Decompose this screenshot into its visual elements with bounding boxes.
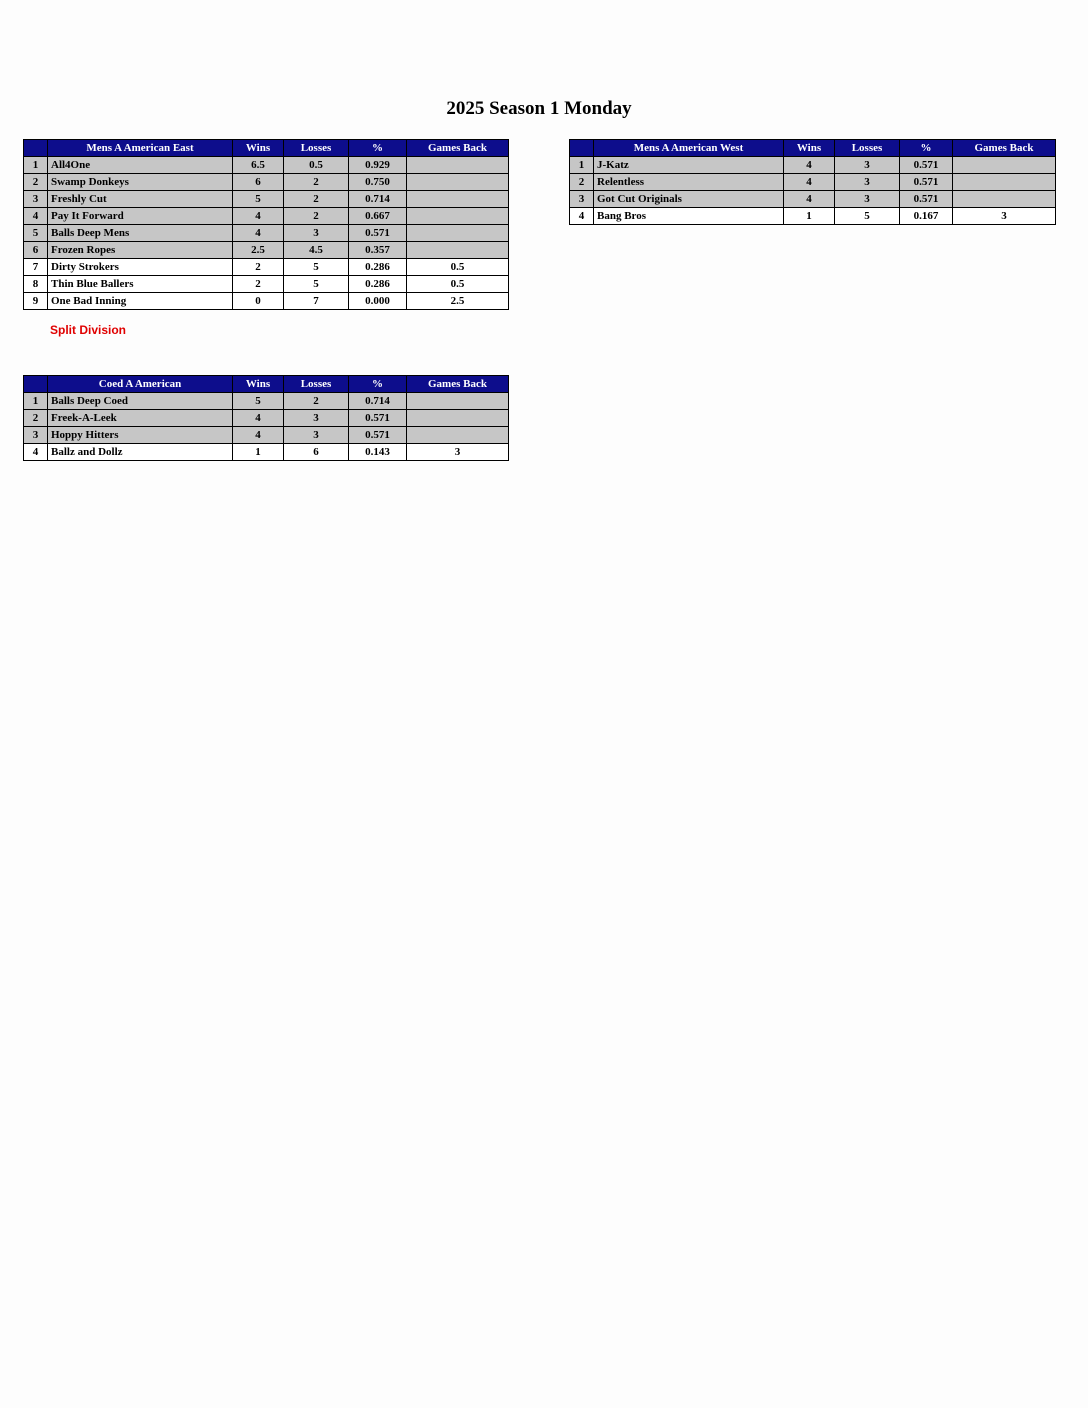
rank-header	[24, 140, 48, 157]
table-row	[570, 191, 1056, 208]
games-back-cell	[407, 208, 509, 225]
losses-cell: 4.5	[284, 242, 349, 259]
table-row	[24, 242, 509, 259]
losses-cell: 5	[284, 259, 349, 276]
losses-cell: 0.5	[284, 157, 349, 174]
table-row	[24, 174, 509, 191]
wins-cell: 4	[233, 410, 284, 427]
division-name: Coed A American	[48, 376, 233, 393]
pct-cell: 0.143	[349, 444, 407, 461]
losses-cell: 3	[284, 225, 349, 242]
games-back-cell: 3	[953, 208, 1056, 225]
table-row	[570, 208, 1056, 225]
games-back-cell	[407, 410, 509, 427]
wins-cell: 0	[233, 293, 284, 310]
rank-cell: 2	[24, 174, 48, 191]
wins-cell: 4	[784, 174, 835, 191]
table-row	[24, 293, 509, 310]
pct-cell: 0.571	[349, 410, 407, 427]
losses-cell: 3	[284, 427, 349, 444]
pct-cell: 0.714	[349, 393, 407, 410]
losses-cell: 2	[284, 191, 349, 208]
losses-header: Losses	[284, 376, 349, 393]
wins-cell: 4	[233, 208, 284, 225]
pct-cell: 0.571	[900, 174, 953, 191]
games-back-cell	[407, 393, 509, 410]
rank-cell: 4	[570, 208, 594, 225]
wins-header: Wins	[784, 140, 835, 157]
team-name-cell: All4One	[48, 157, 233, 174]
rank-cell: 9	[24, 293, 48, 310]
rank-cell: 3	[570, 191, 594, 208]
losses-cell: 2	[284, 393, 349, 410]
wins-cell: 5	[233, 191, 284, 208]
pct-cell: 0.571	[900, 191, 953, 208]
losses-cell: 3	[835, 191, 900, 208]
pct-cell: 0.571	[349, 427, 407, 444]
team-name-cell: Thin Blue Ballers	[48, 276, 233, 293]
team-name-cell: Freshly Cut	[48, 191, 233, 208]
rank-cell: 4	[24, 444, 48, 461]
table-row	[24, 157, 509, 174]
wins-cell: 6.5	[233, 157, 284, 174]
rank-cell: 2	[570, 174, 594, 191]
table-row	[24, 259, 509, 276]
team-name-cell: Swamp Donkeys	[48, 174, 233, 191]
losses-header: Losses	[284, 140, 349, 157]
games-back-cell	[953, 174, 1056, 191]
games-back-cell	[407, 225, 509, 242]
table-row	[24, 191, 509, 208]
standings-table-coed-a-american	[23, 375, 509, 461]
rank-cell: 8	[24, 276, 48, 293]
games-back-cell: 0.5	[407, 259, 509, 276]
pct-header: %	[900, 140, 953, 157]
losses-cell: 7	[284, 293, 349, 310]
rank-header	[570, 140, 594, 157]
page-title: 2025 Season 1 Monday	[446, 98, 632, 119]
team-name-cell: Hoppy Hitters	[48, 427, 233, 444]
wins-cell: 4	[784, 157, 835, 174]
rank-cell: 1	[570, 157, 594, 174]
table-row	[570, 174, 1056, 191]
wins-cell: 2	[233, 276, 284, 293]
games-back-cell: 0.5	[407, 276, 509, 293]
team-name-cell: Pay It Forward	[48, 208, 233, 225]
team-name-cell: Balls Deep Mens	[48, 225, 233, 242]
wins-header: Wins	[233, 376, 284, 393]
wins-cell: 5	[233, 393, 284, 410]
wins-cell: 6	[233, 174, 284, 191]
rank-cell: 4	[24, 208, 48, 225]
division-name: Mens A American West	[594, 140, 784, 157]
standings-table-mens-a-american-east	[23, 139, 509, 310]
table-row	[24, 225, 509, 242]
rank-cell: 2	[24, 410, 48, 427]
team-name-cell: Ballz and Dollz	[48, 444, 233, 461]
table-row	[24, 427, 509, 444]
table-row	[570, 157, 1056, 174]
rank-cell: 1	[24, 393, 48, 410]
team-name-cell: Freek-A-Leek	[48, 410, 233, 427]
table-header-row	[570, 140, 1056, 157]
pct-header: %	[349, 140, 407, 157]
games-back-header: Games Back	[407, 140, 509, 157]
rank-cell: 1	[24, 157, 48, 174]
pct-cell: 0.750	[349, 174, 407, 191]
pct-cell: 0.571	[349, 225, 407, 242]
rank-cell: 3	[24, 191, 48, 208]
table-row	[24, 393, 509, 410]
pct-header: %	[349, 376, 407, 393]
losses-cell: 3	[835, 174, 900, 191]
pct-cell: 0.357	[349, 242, 407, 259]
pct-cell: 0.286	[349, 276, 407, 293]
wins-cell: 4	[233, 427, 284, 444]
losses-cell: 3	[284, 410, 349, 427]
games-back-cell	[407, 427, 509, 444]
losses-cell: 5	[284, 276, 349, 293]
games-back-cell	[407, 242, 509, 259]
losses-header: Losses	[835, 140, 900, 157]
standings-table-mens-a-american-west	[569, 139, 1056, 225]
losses-cell: 6	[284, 444, 349, 461]
pct-cell: 0.714	[349, 191, 407, 208]
team-name-cell: Relentless	[594, 174, 784, 191]
wins-cell: 4	[233, 225, 284, 242]
pct-cell: 0.000	[349, 293, 407, 310]
pct-cell: 0.667	[349, 208, 407, 225]
losses-cell: 3	[835, 157, 900, 174]
team-name-cell: Balls Deep Coed	[48, 393, 233, 410]
wins-cell: 1	[233, 444, 284, 461]
games-back-cell: 2.5	[407, 293, 509, 310]
wins-cell: 2	[233, 259, 284, 276]
table-row	[24, 410, 509, 427]
games-back-header: Games Back	[953, 140, 1056, 157]
rank-header	[24, 376, 48, 393]
rank-cell: 6	[24, 242, 48, 259]
wins-cell: 2.5	[233, 242, 284, 259]
games-back-header: Games Back	[407, 376, 509, 393]
table-row	[24, 208, 509, 225]
table-header-row	[24, 140, 509, 157]
split-division-note: Split Division	[50, 323, 127, 337]
losses-cell: 5	[835, 208, 900, 225]
pct-cell: 0.167	[900, 208, 953, 225]
pct-cell: 0.286	[349, 259, 407, 276]
games-back-cell	[407, 174, 509, 191]
team-name-cell: One Bad Inning	[48, 293, 233, 310]
table-row	[24, 444, 509, 461]
games-back-cell	[953, 191, 1056, 208]
rank-cell: 7	[24, 259, 48, 276]
table-header-row	[24, 376, 509, 393]
team-name-cell: Dirty Strokers	[48, 259, 233, 276]
games-back-cell: 3	[407, 444, 509, 461]
pct-cell: 0.929	[349, 157, 407, 174]
losses-cell: 2	[284, 174, 349, 191]
losses-cell: 2	[284, 208, 349, 225]
table-row	[24, 276, 509, 293]
games-back-cell	[407, 157, 509, 174]
games-back-cell	[953, 157, 1056, 174]
wins-header: Wins	[233, 140, 284, 157]
team-name-cell: Bang Bros	[594, 208, 784, 225]
wins-cell: 1	[784, 208, 835, 225]
rank-cell: 5	[24, 225, 48, 242]
pct-cell: 0.571	[900, 157, 953, 174]
team-name-cell: Frozen Ropes	[48, 242, 233, 259]
wins-cell: 4	[784, 191, 835, 208]
team-name-cell: J-Katz	[594, 157, 784, 174]
rank-cell: 3	[24, 427, 48, 444]
division-name: Mens A American East	[48, 140, 233, 157]
games-back-cell	[407, 191, 509, 208]
team-name-cell: Got Cut Originals	[594, 191, 784, 208]
